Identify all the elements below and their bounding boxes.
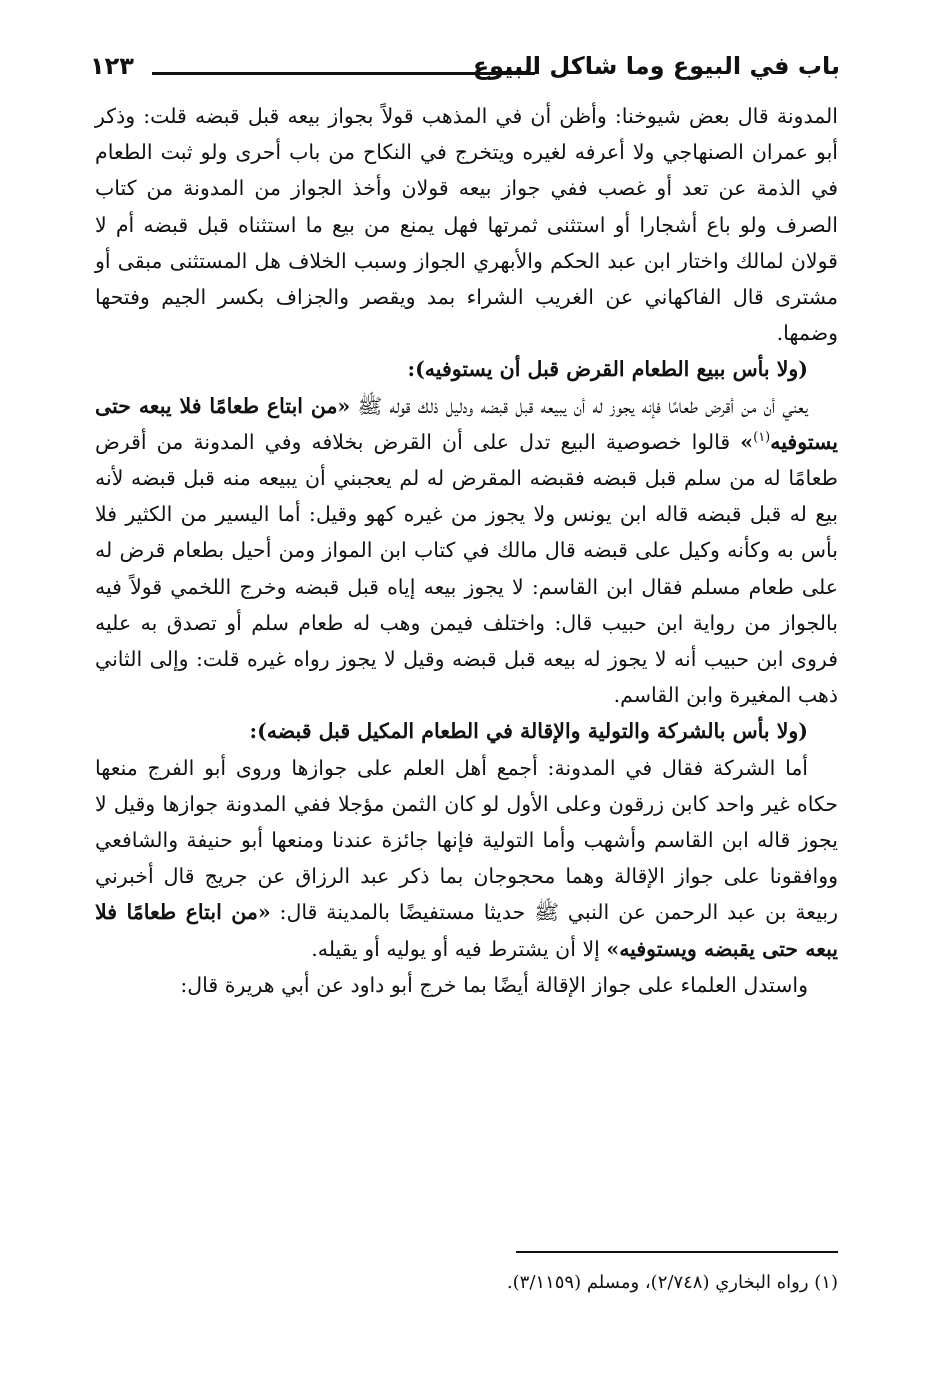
footnote: (١) رواه البخاري (٢/٧٤٨)، ومسلم (٣/١١٥٩). [506,1272,838,1293]
paragraph-2 [95,388,838,714]
main-text [95,98,838,1003]
section-heading-2: (ولا بأس بالشركة والتولية والإقالة في الطعام المكيل قبل قبضه): [249,719,808,744]
paragraph-3 [95,750,838,967]
paragraph-3-body: أما الشركة فقال في المدونة: أجمع أهل العلم على جوازها وروى أبو الفرج منعها حكاه غير واحد كابن زرقون وعلى الأول لو كان الثمن مؤجلا ففي المدونة جوازها وقيل لا يجوز قاله ابن القاسم وأشهب وأما التولية فإنها جائزة عندنا ومنعها أبو حنيفة والشافعي ووافقونا على جواز الإقالة وهما محجوجان بما ذكر عبد الرزاق عن جريج قال أخبرني ربيعة بن عبد الرحمن عن النبي ﷺ حديثا مستفيضًا بالمدينة قال: [95,755,838,925]
header-rule [152,72,535,75]
paragraph-3-tail: إلا أن يشترط فيه أو يوليه أو يقيله. [311,936,600,961]
chapter-title: باب في البيوع وما شاكل البيوع [472,52,840,80]
paragraph-2-body: قالوا خصوصية البيع تدل على أن القرض بخلافه وفي المدونة من أقرض طعامًا له من سلم قبل قبضه فقبضه المقرض له لم يعجبني أن يبيعه منه قبل قبضه لأنه بيع له قبل قبضه قاله ابن يونس ولا يجوز من غيره كهو وقيل: أما اليسير من الكثير فلا بأس به وكأنه وكيل على قبضه قال مالك في كتاب ابن المواز ومن أحيل بطعام قرض له على طعام مسلم فقال ابن القاسم: لا يجوز بيعه إياه قبل قبضه وخرج اللخمي قولاً فيه بالجواز من رواية ابن حبيب قال: واختلف فيمن وهب له طعام سلم أو تصدق به عليه فروى ابن حبيب أنه لا يجوز له بيعه قبل قبضه وقيل لا يجوز رواه غيره قلت: وإلى الثاني ذهب المغيرة وابن القاسم. [95,429,838,708]
paragraph-4: واستدل العلماء على جواز الإقالة أيضًا بما خرج أبو داود عن أبي هريرة قال: [180,972,808,997]
page-number: ١٢٣ [90,52,134,80]
hadith-quote-1-close: » [740,429,754,454]
hadith-quote-2: «من ابتاع طعامًا فلا يبعه حتى يقبضه ويستوفيه» [95,900,838,961]
paragraph-2-intro: يعني أن من أقرض طعامًا فإنه يجوز له أن يبيعه قبل قبضه ودليل ذلك قوله ﷺ [357,393,808,418]
running-header [90,48,840,94]
hadith-quote-1: «من ابتاع طعامًا فلا يبعه حتى يستوفيه [95,393,838,454]
section-heading-1: (ولا بأس ببيع الطعام القرض قبل أن يستوفيه): [407,357,808,382]
footnote-rule [516,1251,838,1253]
footnote-marker[interactable]: (١) [753,430,771,445]
paragraph-1: المدونة قال بعض شيوخنا: وأظن أن في المذهب قولاً بجواز بيعه قبل قبضه قلت: وذكر أبو عمران الصنهاجي ولا أعرفه لغيره ويتخرج في النكاح من باب أحرى ولو ثبت الطعام في الذمة عن تعد أو غصب ففي جواز بيعه قولان وأخذ الجواز من المدونة من كتاب الصرف ولو باع أشجارا أو استثنى ثمرتها فهل يمنع من بيع ما استثناه قبل قبضه أم لا قولان لمالك واختار ابن عبد الحكم والأبهري الجواز وسبب الخلاف هل المستثنى مبقى أو مشترى قال الفاكهاني عن الغريب الشراء بمد ويقصر والجزاف بكسر الجيم وفتحها وضمها. [95,104,838,346]
